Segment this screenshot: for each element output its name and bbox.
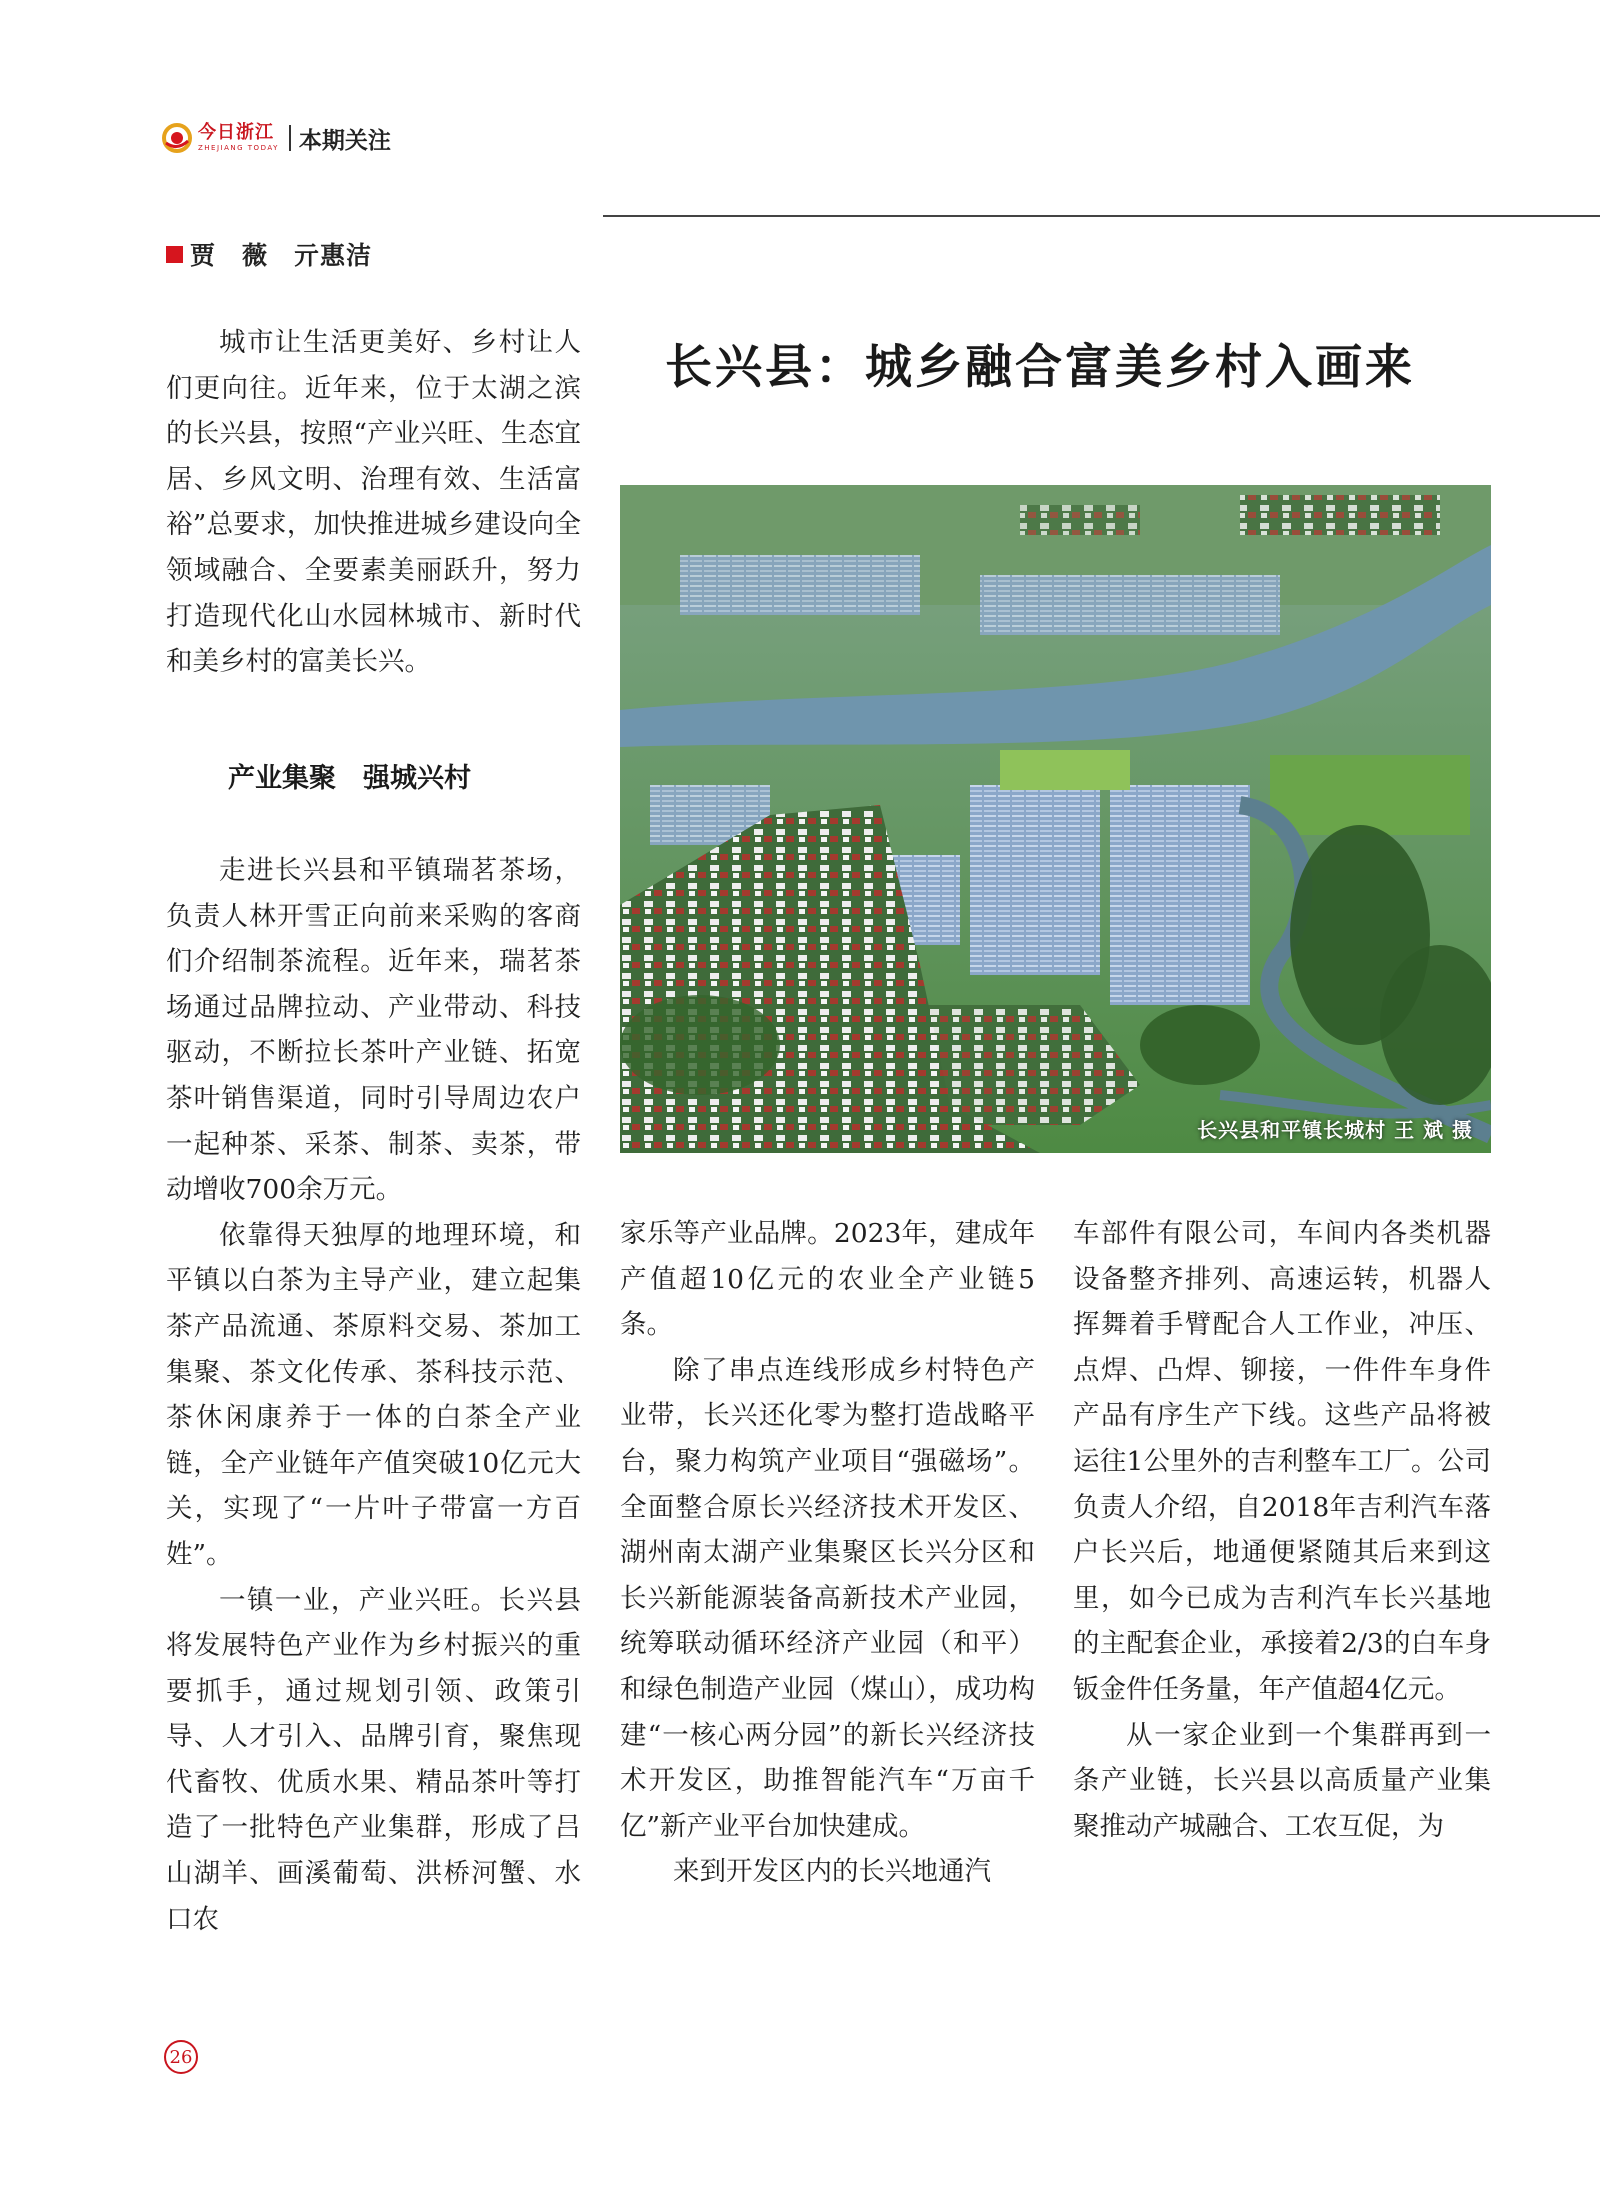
masthead — [162, 116, 391, 160]
logo-en: ZHEJIANG TODAY — [198, 144, 279, 152]
paragraph: 走进长兴县和平镇瑞茗茶场，负责人林开雪正向前来采购的客商们介绍制茶流程。近年来，瑞茗茶场通过品牌拉动、产业带动、科技驱动，不断拉长茶叶产业链、拓宽茶叶销售渠道，同时引导周边农户一起种茶、采茶、制茶、卖茶，带动增收700余万元。 — [166, 855, 581, 1206]
zhejiang-today-logo-icon — [162, 123, 192, 153]
aerial-photo-illustration — [620, 485, 1491, 1153]
paragraph: 一镇一业，产业兴旺。长兴县将发展特色产业作为乡村振兴的重要抓手，通过规划引领、政策引导、人才引入、品牌引育，聚焦现代畜牧、优质水果、精品茶叶等打造了一批特色产业集群，形成了吕山湖羊、画溪葡萄、洪桥河蟹、水口农 — [166, 1584, 581, 1935]
byline-authors: 贾 薇 亓惠洁 — [190, 241, 373, 270]
paragraph: 城市让生活更美好、乡村让人们更向往。近年来，位于太湖之滨的长兴县，按照“产业兴旺、生态宜居、乡风文明、治理有效、生活富裕”总要求，加快推进城乡建设向全领域融合、全要素美丽跃升，努力打造现代化山水园林城市、新时代和美乡村的富美长兴。 — [166, 327, 581, 678]
section-label: 本期关注 — [298, 127, 391, 154]
paragraph: 除了串点连线形成乡村特色产业带，长兴还化零为整打造战略平台，聚力构筑产业项目“强磁场”。全面整合原长兴经济技术开发区、湖州南太湖产业集聚区长兴分区和长兴新能源装备高新技术产业园，统筹联动循环经济产业园（和平）和绿色制造产业园（煤山），成功构建“一核心两分园”的新长兴经济技术开发区，助推智能汽车“万亩千亿”新产业平台加快建成。 — [620, 1354, 1035, 1842]
column-3 — [1073, 1211, 1491, 1849]
section-subheading: 产业集聚 强城兴村 — [228, 763, 471, 794]
logo-cn: 今日浙江 — [198, 122, 274, 143]
aerial-photo — [620, 485, 1491, 1153]
byline-marker-icon — [166, 246, 183, 263]
column-2 — [620, 1211, 1035, 1895]
page-number: 26 — [164, 2040, 198, 2074]
article-title: 长兴县：城乡融合富美乡村入画来 — [665, 340, 1415, 395]
column-1-subhead-block — [166, 756, 581, 802]
paragraph: 车部件有限公司，车间内各类机器设备整齐排列、高速运转，机器人挥舞着手臂配合人工作业，冲压、点焊、凸焊、铆接，一件件车身件产品有序生产下线。这些产品将被运往1公里外的吉利整车工厂。公司负责人介绍，自2018年吉利汽车落户长兴后，地通便紧随其后来到这里，如今已成为吉利汽车长兴基地的主配套企业，承接着2/3的白车身钣金件任务量，年产值超4亿元。 — [1073, 1218, 1491, 1705]
paragraph: 来到开发区内的长兴地通汽 — [673, 1856, 991, 1888]
column-1 — [166, 320, 581, 685]
top-rule — [603, 215, 1600, 217]
masthead-divider — [289, 125, 291, 151]
paragraph: 家乐等产业品牌。2023年，建成年产值超10亿元的农业全产业链5条。 — [620, 1218, 1035, 1341]
photo-caption: 长兴县和平镇长城村 王 斌 摄 — [1197, 1118, 1473, 1142]
column-1-body — [166, 848, 581, 1942]
paragraph: 依靠得天独厚的地理环境，和平镇以白茶为主导产业，建立起集茶产品流通、茶原料交易、茶加工集聚、茶文化传承、茶科技示范、茶休闲康养于一体的白茶全产业链，全产业链年产值突破10亿元大关，实现了“一片叶子带富一方百姓”。 — [166, 1219, 581, 1570]
logo-wordmark — [198, 124, 279, 152]
paragraph: 从一家企业到一个集群再到一条产业链，长兴县以高质量产业集聚推动产城融合、工农互促，为 — [1073, 1719, 1491, 1842]
byline — [166, 236, 372, 272]
